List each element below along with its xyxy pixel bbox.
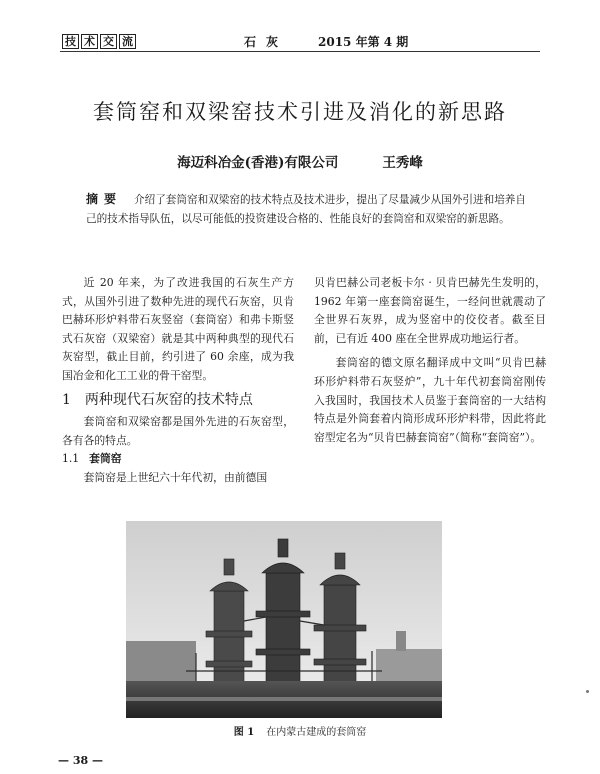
page-number: — 38 — [58, 754, 103, 767]
subsection-title: 套筒窑 [89, 452, 122, 466]
abstract-label: 摘要 [86, 192, 123, 206]
section-tag-char: 交 [100, 34, 117, 49]
paragraph: 近 20 年来，为了改进我国的石灰生产方式，从国外引进了数种先进的现代石灰窑，贝肯巴赫环形炉料带石灰竖窑（套筒窑）和弗卡斯竖式石灰窑（双梁窑）就是其中两种典型的现代石灰窑型，截止目前，约引进了 60 余座，成为我国冶金和化工工业的骨干窑型。 [62, 276, 294, 382]
figure-caption [0, 723, 600, 738]
scan-artifact [586, 690, 589, 693]
section-tag-char: 技 [62, 34, 79, 49]
subsection-heading [62, 450, 294, 469]
journal-name: 石灰 [244, 35, 289, 49]
body-column-left [62, 274, 294, 488]
issue-info: 2015 年第 4 期 [318, 35, 409, 49]
section-tag-char: 术 [81, 34, 98, 49]
affiliation: 海迈科冶金(香港)有限公司 [177, 155, 339, 171]
body-column-right [314, 274, 546, 447]
section-tag-char: 流 [119, 34, 136, 49]
section-number: 1 [62, 391, 71, 408]
abstract-text: 介绍了套筒窑和双梁窑的技术特点及技术进步，提出了尽量减少从国外引进和培养自己的技术指导队伍，以尽可能低的投资建设合格的、性能良好的套筒窑和双梁窑的新思路。 [86, 194, 526, 225]
kiln-photo [126, 521, 442, 718]
figure-label: 图 1 [233, 727, 255, 738]
kiln-photo-illustration [126, 521, 442, 718]
paragraph: 套筒窑和双梁窑都是国外先进的石灰窑型，各有各的特点。 [62, 415, 294, 447]
author-name: 王秀峰 [382, 155, 423, 171]
paragraph: 套筒窑的德文原名翻译成中文叫“贝肯巴赫环形炉料带石灰竖炉”，九十年代初套筒窑刚传入我国时，我国技术人员鉴于套筒窑的一大结构特点是外筒套着内筒形成环形炉料带，因此将此窑型定名为“贝肯巴赫套筒窑”（简称“套筒窑”）。 [314, 356, 546, 444]
paragraph: 套筒窑是上世纪六十年代初，由前德国 [83, 470, 268, 484]
article-title: 套筒窑和双梁窑技术引进及消化的新思路 [93, 100, 507, 124]
section-tag [62, 34, 136, 49]
paragraph: 贝肯巴赫公司老板卡尔 · 贝肯巴赫先生发明的，1962 年第一座套筒窑诞生，一经问世就震动了全世界石灰界，成为竖窑中的佼佼者。截至目前，已有近 400 座在全世界成功地运行者。 [314, 276, 546, 345]
section-heading [62, 391, 294, 410]
header-rule [60, 51, 540, 52]
section-title: 两种现代石灰窑的技术特点 [84, 391, 253, 408]
figure-caption-text: 在内蒙古建成的套筒窑 [266, 727, 367, 738]
subsection-number: 1.1 [62, 452, 80, 466]
abstract [86, 190, 536, 229]
byline [0, 151, 600, 171]
